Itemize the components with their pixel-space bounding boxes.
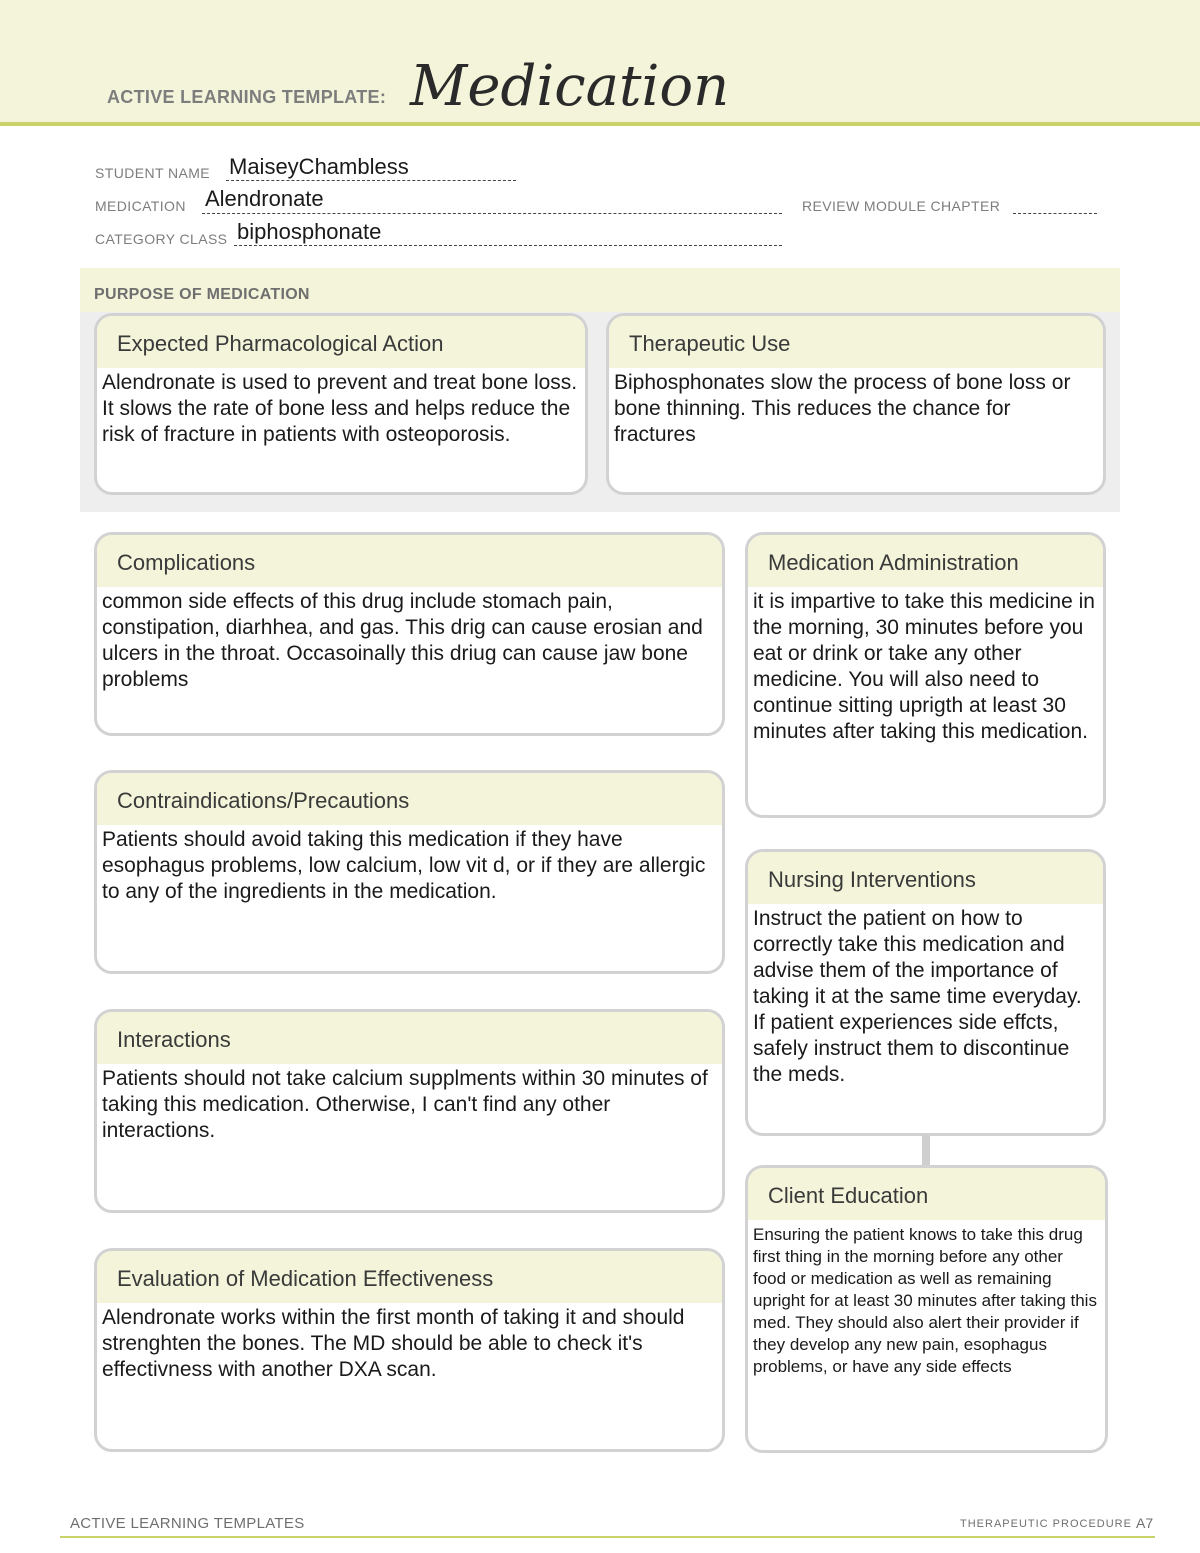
administration-box [745,532,1106,818]
purpose-label: PURPOSE OF MEDICATION [94,286,310,303]
expected-action-text[interactable]: Alendronate is used to prevent and treat bone loss. It slows the rate of bone less and helps reduce the risk of fracture in patients with osteoporosis. [102,371,578,446]
header-divider [0,122,1200,126]
page-title: Medication [410,54,730,119]
template-label: ACTIVE LEARNING TEMPLATE: [107,87,387,107]
contraindications-box [94,770,725,974]
footer-left: ACTIVE LEARNING TEMPLATES [70,1515,305,1532]
evaluation-box [94,1248,725,1452]
client-education-title: Client Education [748,1168,1105,1220]
student-name-underline [226,180,516,181]
expected-action-box [94,313,588,495]
footer-divider [60,1536,1155,1538]
student-name-label: STUDENT NAME [95,165,210,181]
student-name-value[interactable]: MaiseyChambless [229,154,409,179]
interactions-box [94,1009,725,1213]
review-module-underline [1013,213,1097,214]
therapeutic-use-title: Therapeutic Use [609,316,1103,368]
category-class-underline [234,245,782,246]
contraindications-title: Contraindications/Precautions [97,773,722,825]
medication-underline [202,213,782,214]
therapeutic-use-text[interactable]: Biphosphonates slow the process of bone loss or bone thinning. This reduces the chance for fractures [614,371,1071,446]
category-class-label: CATEGORY CLASS [95,231,228,247]
interactions-text[interactable]: Patients should not take calcium supplments within 30 minutes of taking this medication. Otherwise, I can't find any other interactions. [102,1067,708,1142]
client-education-text[interactable]: Ensuring the patient knows to take this drug first thing in the morning before any other food or medication as well as remaining upright for at least 30 minutes after taking this med. They should also alert their provider if they develop any new pain, esophagus problems, or have any side effects [753,1225,1097,1376]
administration-text[interactable]: it is impartive to take this medicine in the morning, 30 minutes before you eat or drink or take any other medicine. You will also need to continue sitting uprigth at least 30 minutes after taking this medication. [753,590,1095,743]
nursing-text[interactable]: Instruct the patient on how to correctly take this medication and advise them of the importance of taking it at the same time everyday. If patient experiences side effcts, safely instruct them to discontinue the meds. [753,907,1082,1086]
complications-box [94,532,725,736]
category-class-value[interactable]: biphosphonate [237,219,382,244]
evaluation-text[interactable]: Alendronate works within the first month of taking it and should strenghten the bones. The MD should be able to check it's effectivness with another DXA scan. [102,1306,685,1381]
evaluation-title: Evaluation of Medication Effectiveness [97,1251,722,1303]
complications-text[interactable]: common side effects of this drug include stomach pain, constipation, diarhhea, and gas. This drig can cause erosian and ulcers in the throat. Occasoinally this driug can cause jaw bone problems [102,590,703,691]
expected-action-title: Expected Pharmacological Action [97,316,585,368]
contraindications-text[interactable]: Patients should avoid taking this medication if they have esophagus problems, low calcium, low vit d, or if they are allergic to any of the ingredients in the medication. [102,828,706,903]
footer-page-number: A7 [1136,1515,1154,1531]
footer-right: THERAPEUTIC PROCEDURE [960,1518,1132,1530]
medication-label: MEDICATION [95,198,186,214]
complications-title: Complications [97,535,722,587]
client-education-box [745,1165,1108,1453]
connector-bar [922,1134,930,1166]
review-module-label: REVIEW MODULE CHAPTER [802,198,1001,214]
therapeutic-use-box [606,313,1106,495]
medication-value[interactable]: Alendronate [205,186,324,211]
nursing-title: Nursing Interventions [748,852,1103,904]
nursing-box [745,849,1106,1136]
interactions-title: Interactions [97,1012,722,1064]
administration-title: Medication Administration [748,535,1103,587]
